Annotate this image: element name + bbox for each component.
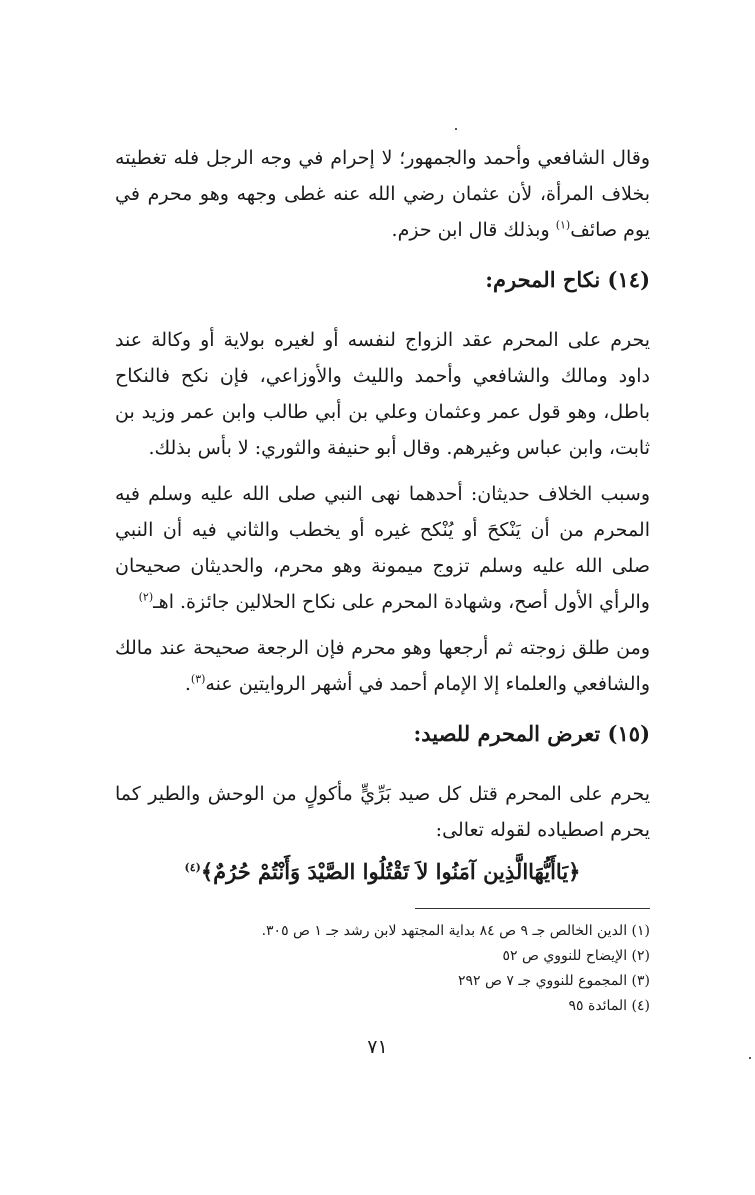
paragraph-face-covering	[115, 140, 650, 248]
footnote-1: (١) الدين الخالص جـ ٩ ص ٨٤ بداية المجتهد لابن رشد جـ ١ ص ٣٠٥.	[261, 923, 650, 939]
paragraph-text: وسبب الخلاف حديثان: أحدهما نهى النبي صلى الله عليه وسلم فيه المحرم من أن يَنْكحَ أو يُنْكح غيره أو يخطب والثاني فيه أن النبي صلى الله عليه وسلم تزوج ميمونة وهو محرم، والحديثان صحيحان والرأي الأول أصح، وشهادة المحرم على نكاح الحلالين جائزة. اهـ	[115, 483, 650, 613]
paragraph-text: وقال الشافعي وأحمد والجمهور؛ لا إحرام في وجه الرجل فله تغطيته بخلاف المرأة، لأن عثمان رضي الله عنه غطى وجهه وهو محرم في يوم صائف	[115, 147, 650, 241]
paragraph-marriage-ruling: يحرم على المحرم عقد الزواج لنفسه أو لغيره بولاية أو وكالة عند داود ومالك والشافعي وأحمد والليث والأوزاعي، فإن نكح فالنكاح باطل، وهو قول عمر وعثمان وعلي بن أبي طالب وابن عمر وزيد بن ثابت، وابن عباس وغيرهم. وقال أبو حنيفة والثوري: لا بأس بذلك.	[115, 329, 650, 459]
footnote-ref-3[interactable]: (٣)	[190, 672, 206, 686]
paragraph-text-end: .	[184, 673, 191, 695]
footnote-ref-1[interactable]: (١)	[555, 218, 571, 232]
footnote-2: (٢) الإيضاح للنووي ص ٥٢	[502, 948, 650, 964]
footnote-4: (٤) المائدة ٩٥	[568, 998, 650, 1014]
paragraph-text: ومن طلق زوجته ثم أرجعها وهو محرم فإن الرجعة صحيحة عند مالك والشافعي والعلماء إلا الإمام أحمد في أشهر الروايتين عنه	[115, 637, 650, 695]
section-heading-15: (١٥) تعرض المحرم للصيد:	[413, 721, 650, 746]
footnote-3: (٣) المجموع للنووي جـ ٧ ص ٢٩٢	[458, 973, 650, 989]
paragraph-divorce-return	[115, 630, 650, 702]
page-number: ٧١	[367, 1036, 388, 1058]
footnote-ref-2[interactable]: (٢)	[138, 590, 154, 604]
section-heading-14: (١٤) نكاح المحرم:	[485, 267, 650, 292]
scan-speck	[749, 1057, 751, 1059]
paragraph-text-end: وبذلك قال ابن حزم.	[391, 219, 550, 241]
verse-text: ﴿يَاأَيُّهَاالَّذِين آمَنُوا لاَ تَقْتُلُوا الصَّيْدَ وَأَنْتُمْ حُرُمٌ﴾	[200, 859, 581, 884]
paragraph-marriage-dispute	[115, 476, 650, 620]
footnote-separator	[415, 908, 650, 909]
footnote-ref-4[interactable]: (٤)	[184, 861, 201, 874]
paragraph-hunting-ruling: يحرم على المحرم قتل كل صيد بَرِّيٍّ مأكولٍ من الوحش والطير كما يحرم اصطياده لقوله تعالى:	[115, 783, 650, 841]
page-body	[115, 140, 650, 1019]
quran-verse	[115, 852, 650, 892]
scan-speck	[455, 128, 457, 130]
